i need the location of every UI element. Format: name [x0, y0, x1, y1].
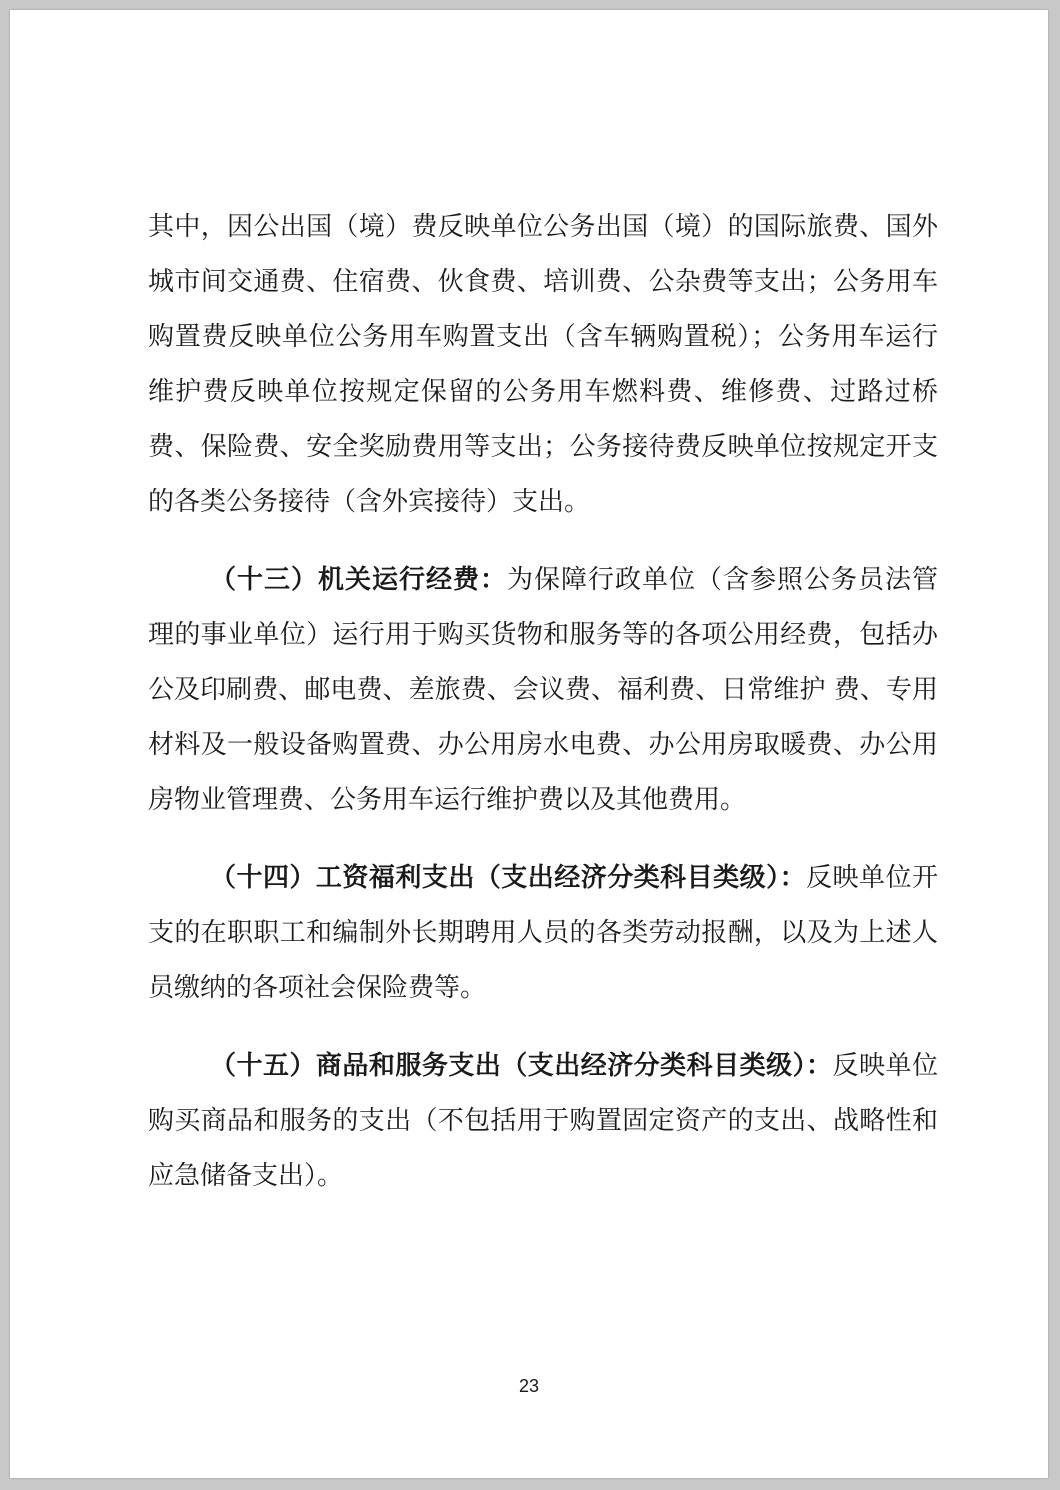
paragraph-continuation	[148, 200, 938, 530]
document-page	[10, 10, 1048, 1478]
paragraph-text: 为保障行政单位（含参照公务员法管理的事业单位）运行用于购买货物和服务等的各项公用经费，包括办公及印刷费、邮电费、差旅费、会议费、福利费、日常维护 费、专用材料及一般设备购置费、办公用房水电费、办公用房取暖费、办公用房物业管理费、公务用车运行维护费以及其他费用。	[148, 565, 938, 815]
paragraph-text: 反映单位购买商品和服务的支出（不包括用于购置固定资产的支出、战略性和应急储备支出）。	[148, 1051, 938, 1191]
paragraph-heading: （十四）工资福利支出（支出经济分类科目类级）：	[210, 863, 807, 893]
document-body	[148, 200, 938, 1204]
paragraph-heading: （十三）机关运行经费：	[210, 565, 507, 595]
paragraph-wage-welfare-expenditure	[148, 851, 938, 1016]
paragraph-text: 反映单位开支的在职职工和编制外长期聘用人员的各类劳动报酬，以及为上述人员缴纳的各项社会保险费等。	[148, 863, 938, 1003]
paragraph-office-operating-expenses	[148, 553, 938, 828]
paragraph-heading: （十五）商品和服务支出（支出经济分类科目类级）：	[210, 1051, 833, 1081]
paragraph-goods-services-expenditure	[148, 1039, 938, 1204]
page-number: 23	[518, 1376, 540, 1396]
paragraph-text: 其中，因公出国（境）费反映单位公务出国（境）的国际旅费、国外城市间交通费、住宿费、伙食费、培训费、公杂费等支出；公务用车购置费反映单位公务用车购置支出（含车辆购置税）；公务用车运行维护费反映单位按规定保留的公务用车燃料费、维修费、过路过桥费、保险费、安全奖励费用等支出；公务接待费反映单位按规定开支的各类公务接待（含外宾接待）支出。	[148, 212, 938, 517]
